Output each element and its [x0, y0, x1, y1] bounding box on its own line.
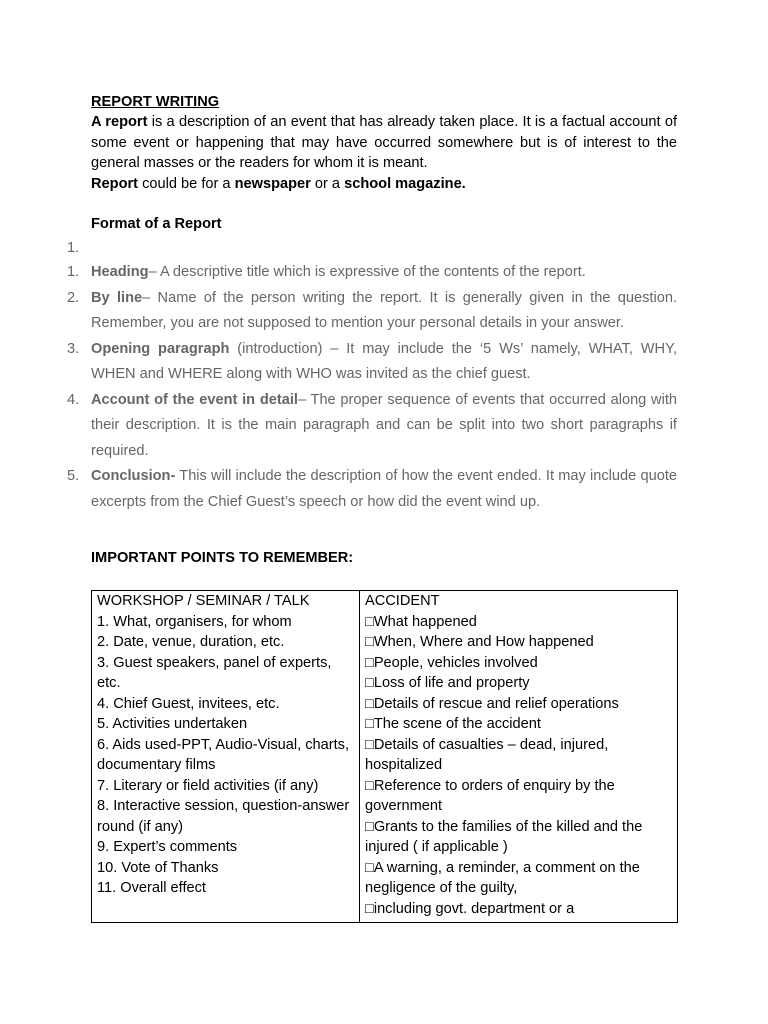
- step-label: By line: [91, 289, 143, 306]
- list-number: 2.: [67, 289, 80, 306]
- accident-item-text: Loss of life and property: [373, 675, 530, 691]
- workshop-item: 2. Date, venue, duration, etc.: [97, 634, 285, 650]
- workshop-item: 10. Vote of Thanks: [97, 859, 219, 876]
- accident-item: [365, 714, 673, 735]
- accident-item-text: What happened: [373, 613, 477, 630]
- step-label: Conclusion-: [91, 468, 176, 484]
- workshop-item: 11. Overall effect: [97, 880, 206, 896]
- school-magazine-term: school magazine.: [344, 175, 466, 192]
- list-item: [67, 337, 677, 388]
- list-number: 1.: [67, 240, 80, 256]
- accident-item: [365, 612, 673, 633]
- accident-item-text: The scene of the accident: [373, 716, 541, 732]
- accident-item-text: When, Where and How happened: [373, 634, 594, 650]
- workshop-item: 8. Interactive session, question-answer round (if any): [97, 798, 350, 835]
- workshop-column-header: WORKSHOP / SEMINAR / TALK: [97, 593, 310, 609]
- accident-item: [365, 899, 673, 920]
- report-types-text-1: could be for a: [138, 175, 235, 192]
- list-item: [67, 260, 677, 286]
- workshop-item: 3. Guest speakers, panel of experts, etc.: [97, 654, 332, 691]
- intro-bold-term: A report: [91, 114, 148, 130]
- accident-item: [365, 694, 673, 715]
- list-item: [67, 388, 677, 465]
- list-number: 4.: [67, 391, 80, 408]
- step-label: Account of the event in detail: [91, 391, 298, 408]
- step-text: – The proper sequence of events that occurred along with their description. It is the main paragraph and can be split into two short paragraphs if required.: [91, 391, 677, 459]
- missing-glyph-icon: □: [365, 634, 374, 650]
- list-number: 3.: [67, 340, 80, 357]
- format-heading: Format of a Report: [91, 216, 222, 232]
- missing-glyph-icon: □: [365, 675, 374, 691]
- accident-item-text: Details of rescue and relief operations: [373, 695, 619, 712]
- workshop-item: 9. Expert’s comments: [97, 839, 238, 855]
- accident-item: [365, 673, 673, 694]
- workshop-column: [92, 591, 360, 923]
- report-term: Report: [91, 175, 139, 192]
- newspaper-term: newspaper: [234, 175, 311, 192]
- report-types-paragraph: [91, 174, 677, 195]
- accident-item-text: Details of casualties – dead, injured, hospitalized: [365, 736, 609, 773]
- missing-glyph-icon: □: [365, 777, 374, 794]
- accident-item-text: including govt. department or a: [373, 900, 575, 917]
- missing-glyph-icon: □: [365, 695, 374, 712]
- missing-glyph-icon: □: [365, 900, 374, 917]
- accident-item: [365, 735, 673, 776]
- missing-glyph-icon: □: [365, 736, 374, 753]
- accident-item-text: Grants to the families of the killed and the injured ( if applicable ): [365, 818, 643, 855]
- step-text: – Name of the person writing the report. It is generally given in the question. Remember, you are not supposed to mention your personal details in your answer.: [91, 289, 677, 331]
- accident-item: [365, 817, 673, 858]
- list-number: 1.: [67, 264, 80, 280]
- accident-item: [365, 776, 673, 817]
- list-item: [67, 464, 677, 515]
- accident-column: [360, 591, 678, 923]
- points-table: [91, 590, 678, 923]
- missing-glyph-icon: □: [365, 654, 374, 671]
- accident-item: [365, 653, 673, 674]
- workshop-item: 1. What, organisers, for whom: [97, 613, 292, 630]
- step-text: – A descriptive title which is expressive of the contents of the report.: [148, 264, 586, 280]
- workshop-item: 4. Chief Guest, invitees, etc.: [97, 695, 280, 712]
- step-text: This will include the description of how the event ended. It may include quote excerpts from the Chief Guest’s speech or how did the event wind up.: [91, 468, 677, 510]
- missing-glyph-icon: □: [365, 716, 374, 732]
- workshop-item: 5. Activities undertaken: [97, 716, 248, 732]
- intro-paragraph: [91, 112, 677, 174]
- accident-item-text: People, vehicles involved: [373, 654, 538, 671]
- accident-item: [365, 858, 673, 899]
- list-item: [67, 286, 677, 337]
- workshop-item: 6. Aids used-PPT, Audio-Visual, charts, documentary films: [97, 736, 350, 773]
- format-steps-list: [67, 236, 677, 515]
- missing-glyph-icon: □: [365, 859, 374, 876]
- page-title: REPORT WRITING: [91, 94, 220, 110]
- accident-item-text: Reference to orders of enquiry by the government: [365, 777, 615, 814]
- workshop-item: 7. Literary or field activities (if any): [97, 777, 319, 794]
- missing-glyph-icon: □: [365, 818, 374, 835]
- intro-text: is a description of an event that has already taken place. It is a factual account of some event or happening that may have occurred somewhere but is of interest to the general masses or the readers for whom it is meant.: [91, 114, 677, 171]
- report-types-text-2: or a: [310, 175, 345, 192]
- empty-list-item: [67, 236, 677, 260]
- document-page: [67, 92, 677, 923]
- accident-item: [365, 632, 673, 653]
- step-label: Opening paragraph: [91, 340, 230, 357]
- important-points-heading: IMPORTANT POINTS TO REMEMBER:: [91, 550, 354, 566]
- step-text: (introduction) – It may include the ‘5 Ws’ namely, WHAT, WHY, WHEN and WHERE along with WHO was invited as the chief guest.: [91, 340, 677, 382]
- missing-glyph-icon: □: [365, 613, 374, 630]
- table-row: [92, 591, 678, 923]
- accident-column-header: ACCIDENT: [365, 593, 440, 609]
- list-number: 5.: [67, 468, 80, 484]
- step-label: Heading: [91, 264, 149, 280]
- accident-item-text: A warning, a reminder, a comment on the negligence of the guilty,: [365, 859, 640, 896]
